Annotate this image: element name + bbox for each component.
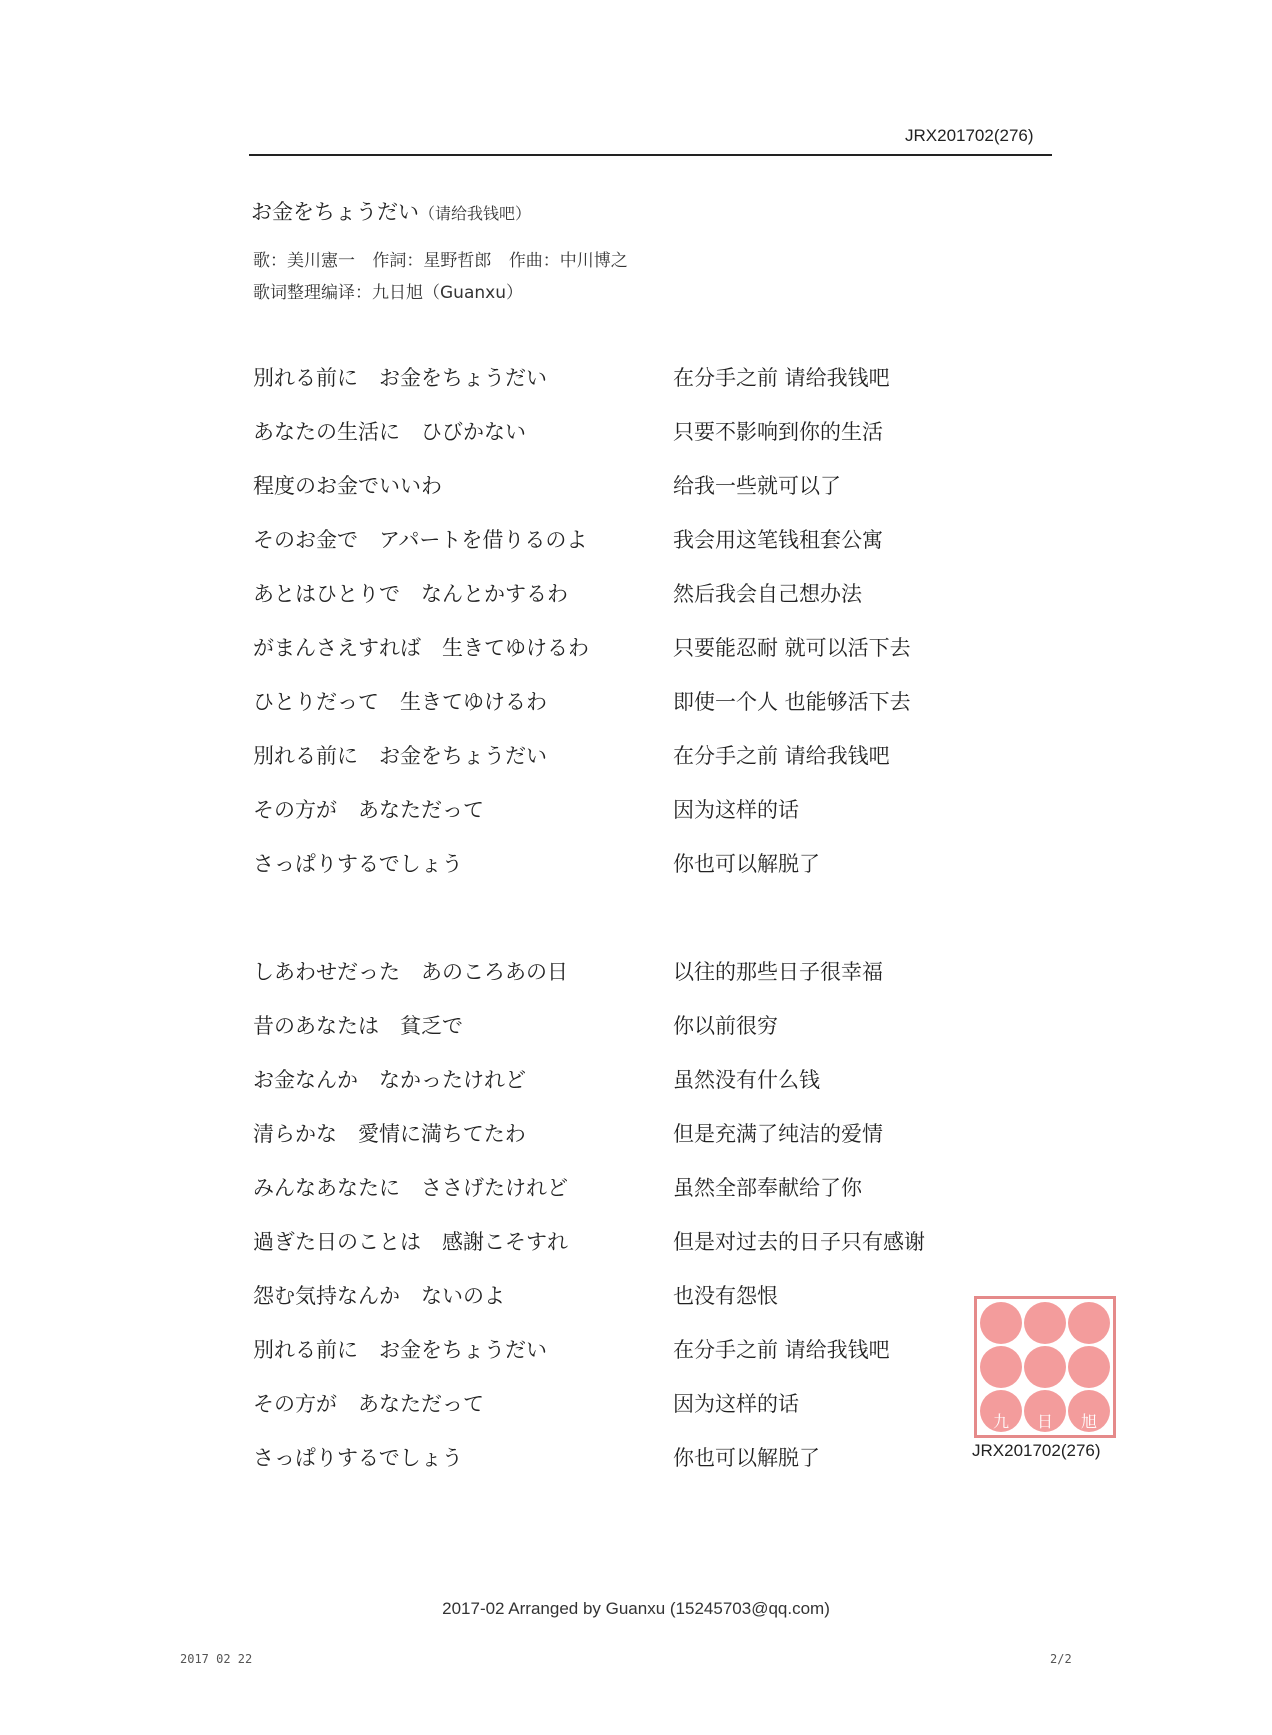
lyric-chinese: 在分手之前 请给我钱吧 — [673, 1338, 890, 1362]
singer: 歌：美川憲一 — [253, 251, 355, 271]
song-title — [251, 196, 531, 226]
author-seal — [974, 1296, 1116, 1438]
lyric-row — [253, 1318, 1013, 1372]
lyric-japanese: ひとりだって 生きてゆけるわ — [253, 690, 547, 714]
lyric-chinese: 但是充满了纯洁的爱情 — [673, 1122, 883, 1146]
header-rule — [249, 154, 1052, 156]
lyric-row — [253, 1426, 1013, 1480]
lyric-japanese: さっぱりするでしょう — [253, 852, 463, 876]
lyric-row — [253, 1156, 1013, 1210]
lyric-japanese: その方が あなただって — [253, 798, 484, 822]
seal-char: 九 — [992, 1412, 1009, 1431]
lyricist: 作詞：星野哲郎 — [372, 251, 492, 271]
seal-dot — [980, 1302, 1022, 1344]
lyric-row — [253, 1210, 1013, 1264]
seal-code: JRX201702(276) — [972, 1441, 1101, 1460]
lyric-row — [253, 1102, 1013, 1156]
lyric-chinese: 以往的那些日子很幸福 — [673, 960, 883, 984]
print-date: 2017 02 22 — [180, 1652, 253, 1666]
lyric-chinese: 只要能忍耐 就可以活下去 — [673, 636, 911, 660]
lyric-chinese: 虽然全部奉献给了你 — [673, 1176, 862, 1200]
seal-dot — [1068, 1390, 1110, 1432]
lyric-chinese: 我会用这笔钱租套公寓 — [673, 528, 883, 552]
lyric-japanese: みんなあなたに ささげたけれど — [253, 1176, 568, 1200]
lyric-row — [253, 940, 1013, 994]
lyric-row — [253, 724, 1013, 778]
seal-char: 日 — [1036, 1412, 1053, 1431]
lyric-row — [253, 562, 1013, 616]
lyric-japanese: 清らかな 愛情に満ちてたわ — [253, 1122, 526, 1146]
lyric-chinese: 给我一些就可以了 — [673, 474, 841, 498]
seal-dot — [1024, 1390, 1066, 1432]
lyric-chinese: 因为这样的话 — [673, 1392, 799, 1416]
lyric-row — [253, 346, 1013, 400]
lyric-japanese: しあわせだった あのころあの日 — [253, 960, 568, 984]
seal-dot — [1024, 1346, 1066, 1388]
lyric-chinese: 虽然没有什么钱 — [673, 1068, 820, 1092]
lyric-row — [253, 1264, 1013, 1318]
seal-dot — [980, 1346, 1022, 1388]
lyric-chinese: 因为这样的话 — [673, 798, 799, 822]
seal-dot — [980, 1390, 1022, 1432]
lyric-row — [253, 778, 1013, 832]
lyric-japanese: 昔のあなたは 貧乏で — [253, 1014, 463, 1038]
lyric-japanese: 別れる前に お金をちょうだい — [253, 366, 547, 390]
lyric-japanese: 程度のお金でいいわ — [253, 474, 442, 498]
lyric-japanese: お金なんか なかったけれど — [253, 1068, 526, 1092]
lyric-japanese: あとはひとりで なんとかするわ — [253, 582, 568, 606]
seal-dot — [1068, 1302, 1110, 1344]
credits-line — [253, 246, 640, 271]
lyric-chinese: 你也可以解脱了 — [673, 852, 820, 876]
lyric-chinese: 只要不影响到你的生活 — [673, 420, 883, 444]
seal-dot — [1024, 1302, 1066, 1344]
lyric-row — [253, 508, 1013, 562]
song-title-japanese: お金をちょうだい — [251, 200, 419, 224]
lyric-row — [253, 400, 1013, 454]
lyric-chinese: 也没有怨恨 — [673, 1284, 778, 1308]
lyric-chinese: 在分手之前 请给我钱吧 — [673, 744, 890, 768]
lyric-chinese: 你以前很穷 — [673, 1014, 778, 1038]
lyric-chinese: 然后我会自己想办法 — [673, 582, 862, 606]
lyric-japanese: 怨む気持なんか ないのよ — [253, 1284, 505, 1308]
lyric-row — [253, 1048, 1013, 1102]
lyric-japanese: 別れる前に お金をちょうだい — [253, 1338, 547, 1362]
lyric-chinese: 即使一个人 也能够活下去 — [673, 690, 911, 714]
song-title-chinese: （请给我钱吧） — [419, 204, 532, 223]
seal-char: 旭 — [1080, 1412, 1097, 1431]
page-number: 2/2 — [1050, 1652, 1072, 1666]
lyric-chinese: 但是对过去的日子只有感谢 — [673, 1230, 925, 1254]
lyric-row — [253, 670, 1013, 724]
arranged-by-footer: 2017-02 Arranged by Guanxu (15245703@qq.com) — [442, 1599, 830, 1618]
document-code: JRX201702(276) — [905, 126, 1034, 145]
lyric-row — [253, 1372, 1013, 1426]
lyric-japanese: そのお金で アパートを借りるのよ — [253, 528, 588, 552]
lyric-row — [253, 454, 1013, 508]
seal-dot — [1068, 1346, 1110, 1388]
lyric-japanese: がまんさえすれば 生きてゆけるわ — [253, 636, 589, 660]
lyric-japanese: さっぱりするでしょう — [253, 1446, 463, 1470]
lyric-japanese: 過ぎた日のことは 感謝こそすれ — [253, 1230, 568, 1254]
lyric-japanese: その方が あなただって — [253, 1392, 484, 1416]
composer: 作曲：中川博之 — [508, 251, 628, 271]
arranger-line: 歌词整理编译：九日旭（Guanxu） — [253, 283, 523, 303]
lyric-japanese: あなたの生活に ひびかない — [253, 420, 526, 444]
lyric-row — [253, 616, 1013, 670]
lyric-row — [253, 832, 1013, 886]
lyric-chinese: 你也可以解脱了 — [673, 1446, 820, 1470]
lyric-japanese: 別れる前に お金をちょうだい — [253, 744, 547, 768]
lyric-row — [253, 994, 1013, 1048]
lyric-chinese: 在分手之前 请给我钱吧 — [673, 366, 890, 390]
